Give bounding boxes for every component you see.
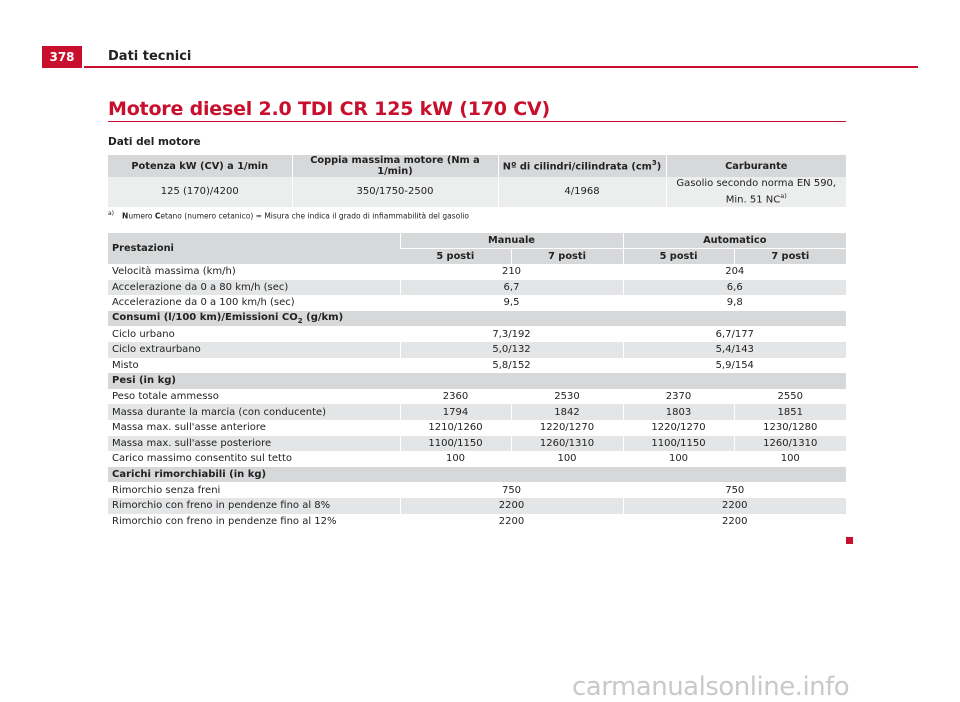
group-automatic: Automatico [623,233,846,249]
perf-col-label: Prestazioni [108,233,400,264]
header-power: Potenza kW (CV) a 1/min [108,155,292,177]
table-row: Misto 5,8/152 5,9/154 [108,358,846,374]
auto-7-seats: 7 posti [734,249,846,265]
value-fuel: Gasolio secondo norma EN 590, Min. 51 NC$^{a)}$ [666,177,846,207]
header-torque: Coppia massima motore (Nm a 1/min) [292,155,498,177]
table-row: Massa max. sull'asse posteriore 1100/1150 1260/1310 1100/1150 1260/1310 [108,436,846,452]
value-torque: 350/1750-2500 [292,177,498,207]
engine-section-label: Dati del motore [108,136,201,148]
table-row: Massa durante la marcia (con conducente) 1794 1842 1803 1851 [108,404,846,420]
page-title: Motore diesel 2.0 TDI CR 125 kW (170 CV) [108,98,550,120]
header-cylinders: Nº di cilindri/cilindrata $(cm^3)$ [498,155,666,177]
table-row: Rimorchio senza freni 750 750 [108,482,846,498]
engine-data-table [108,155,846,207]
table-row: Rimorchio con freno in pendenze fino al 8% 2200 2200 [108,498,846,514]
table-row: Velocità massima (km/h) 210 204 [108,264,846,280]
section-row-consumption: Consumi (l/100 km)/Emissioni $CO_2$ (g/km) [108,311,846,327]
auto-5-seats: 5 posti [623,249,734,265]
perf-group-header [108,233,846,249]
value-power: 125 (170)/4200 [108,177,292,207]
table-row: Ciclo urbano 7,3/192 6,7/177 [108,326,846,342]
page-number: 378 [42,46,82,68]
engine-value-row [108,177,846,207]
section-title: Dati tecnici [108,49,192,64]
table-row: Peso totale ammesso 2360 2530 2370 2550 [108,389,846,405]
header-fuel: Carburante [666,155,846,177]
header-divider [84,66,918,68]
section-row-weights: Pesi (in kg) [108,373,846,389]
value-cylinders: 4/1968 [498,177,666,207]
performance-table [108,233,846,529]
table-row: Carico massimo consentito sul tetto 100 100 100 100 [108,451,846,467]
engine-header-row [108,155,846,177]
table-row: Rimorchio con freno in pendenze fino al 12% 2200 2200 [108,514,846,530]
manual-7-seats: 7 posti [511,249,623,265]
table-row: Accelerazione da 0 a 100 km/h (sec) 9,5 9,8 [108,295,846,311]
table-row: Massa max. sull'asse anteriore 1210/1260 1220/1270 1220/1270 1230/1280 [108,420,846,436]
watermark: carmanualsonline.info [572,672,850,702]
manual-5-seats: 5 posti [400,249,511,265]
section-row-trailers: Carichi rimorchiabili (in kg) [108,467,846,483]
cetane-footnote: $^{a)}$ Numero Cetano (numero cetanico) = Misura che indica il grado di infiammabilità del gasolio [108,210,469,221]
table-row: Accelerazione da 0 a 80 km/h (sec) 6,7 6,6 [108,280,846,296]
title-divider [108,121,846,122]
table-row: Ciclo extraurbano 5,0/132 5,4/143 [108,342,846,358]
group-manual: Manuale [400,233,623,249]
end-of-section-square-icon [846,537,853,544]
